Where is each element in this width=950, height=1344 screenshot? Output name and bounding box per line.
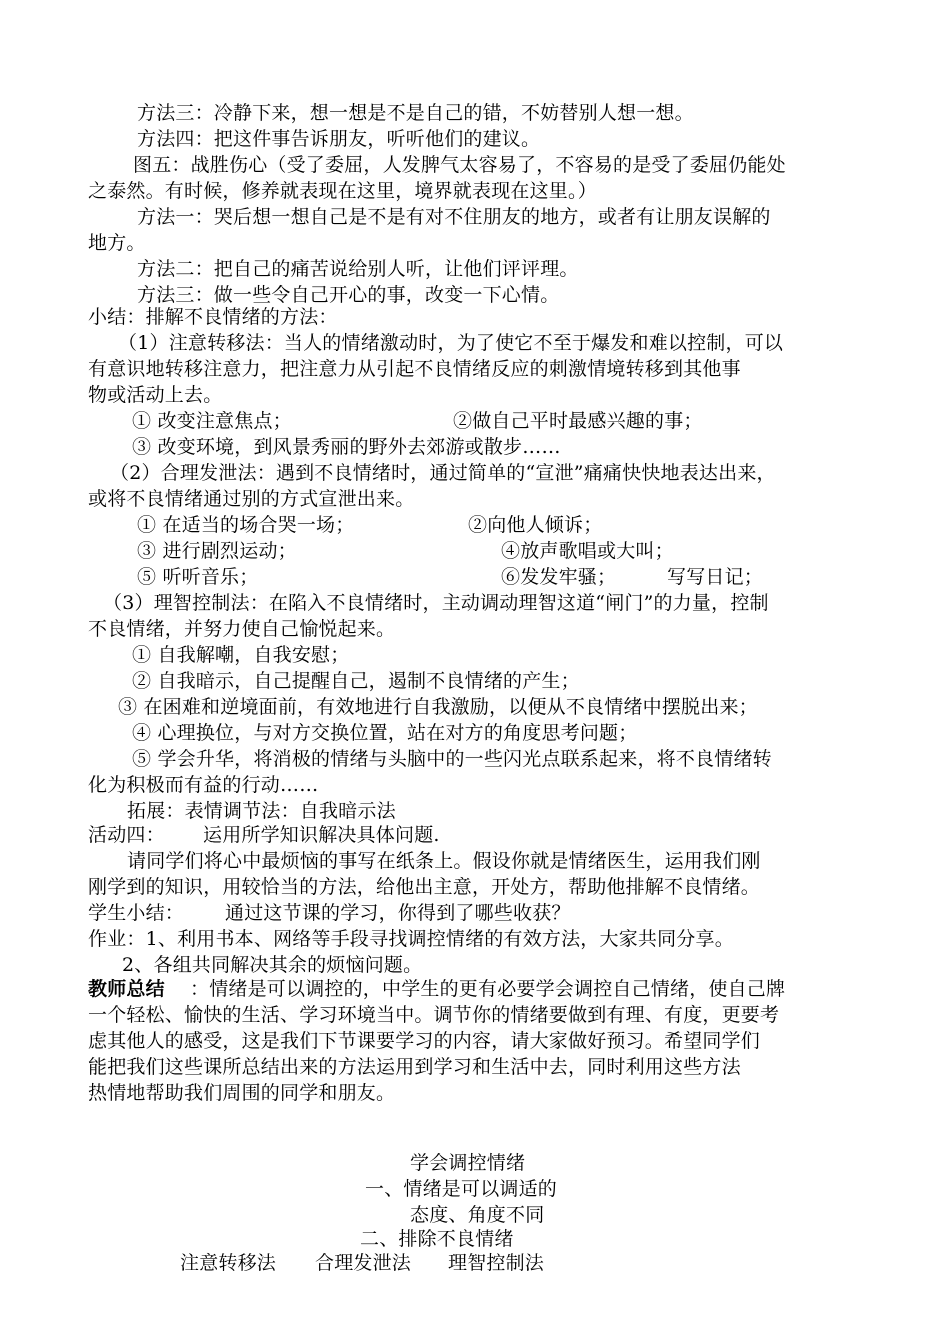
text-line: 之泰然。有时候，修养就表现在这里，境界就表现在这里。）: [88, 180, 597, 202]
text-line: 方法四：把这件事告诉朋友，听听他们的建议。: [137, 128, 541, 150]
text-line: 刚学到的知识，用较恰当的方法，给他出主意，开处方，帮助他排解不良情绪。: [88, 876, 761, 898]
text-line: ②做自己平时最感兴趣的事；: [453, 410, 703, 432]
text-line: 方法一：哭后想一想自己是不是有对不住朋友的地方，或者有让朋友误解的: [137, 206, 771, 228]
text-line: 小结：排解不良情绪的方法：: [88, 306, 338, 328]
board-section-2: 二、排除不良情绪: [360, 1228, 514, 1250]
text-line: 一个轻松、愉快的生活、学习环境当中。调节你的情绪要做到有理、有度，更要考: [88, 1004, 780, 1026]
text-line: ① 自我解嘲，自我安慰；: [132, 644, 350, 666]
text-line: （3）理智控制法：在陷入不良情绪时，主动调动理智这道“闸门”的力量，控制: [103, 592, 769, 614]
board-method: 注意转移法: [180, 1252, 277, 1274]
text-line: 学生小结：: [88, 902, 185, 924]
text-line: ④ 心理换位，与对方交换位置，站在对方的角度思考问题；: [132, 722, 638, 744]
text-line: 方法三：做一些令自己开心的事，改变一下心情。: [137, 284, 560, 306]
text-line: 或将不良情绪通过别的方式宣泄出来。: [88, 488, 415, 510]
text-line: ②向他人倾诉；: [468, 514, 603, 536]
text-line: ② 自我暗示，自己提醒自己，遏制不良情绪的产生；: [132, 670, 580, 692]
text-line: ③ 进行剧烈运动；: [137, 540, 297, 562]
board-sub-1: 态度、角度不同: [410, 1204, 545, 1226]
text-line: 运用所学知识解决具体问题.: [203, 824, 440, 846]
text-line: ④放声歌唱或大叫；: [501, 540, 674, 562]
board-method: 合理发泄法: [315, 1252, 412, 1274]
text-line: ③ 在困难和逆境面前，有效地进行自我激励，以便从不良情绪中摆脱出来；: [118, 696, 758, 718]
text-line: （2）合理发泄法：遇到不良情绪时，通过简单的“宣泄”痛痛快快地表达出来，: [110, 462, 776, 484]
text-line: 热情地帮助我们周围的同学和朋友。: [88, 1082, 396, 1104]
board-section-1: 一、情绪是可以调适的: [365, 1178, 558, 1200]
text-line: 虑其他人的感受，这是我们下节课要学习的内容，请大家做好预习。希望同学们: [88, 1030, 761, 1052]
text-line: 通过这节课的学习，你得到了哪些收获？: [225, 902, 571, 924]
text-line: （1）注意转移法：当人的情绪激动时，为了使它不至于爆发和难以控制，可以: [118, 332, 784, 354]
text-line: ③ 改变环境，到风景秀丽的野外去郊游或散步……: [132, 436, 561, 458]
text-line: ⑥发发牢骚；: [501, 566, 617, 588]
text-line: 地方。: [88, 232, 146, 254]
text-line: 方法三：冷静下来，想一想是不是自己的错，不妨替别人想一想。: [137, 102, 694, 124]
text-line: 有意识地转移注意力，把注意力从引起不良情绪反应的刺激情境转移到其他事: [88, 358, 741, 380]
text-line: 方法二：把自己的痛苦说给别人听，让他们评评理。: [137, 258, 579, 280]
text-line: 活动四：: [88, 824, 165, 846]
text-line: 作业：1、利用书本、网络等手段寻找调控情绪的有效方法，大家共同分享。: [88, 928, 734, 950]
text-line: 图五：战胜伤心（受了委屈，人发脾气太容易了，不容易的是受了委屈仍能处: [133, 154, 786, 176]
text-line: ：情绪是可以调控的，中学生的更有必要学会调控自己情绪，使自己牌: [190, 978, 786, 1000]
text-line: 化为积极而有益的行动……: [88, 774, 319, 796]
board-title: 学会调控情绪: [410, 1152, 526, 1174]
text-line: 不良情绪，并努力使自己愉悦起来。: [88, 618, 396, 640]
text-line: ① 改变注意焦点；: [132, 410, 292, 432]
text-line: 写写日记；: [667, 566, 764, 588]
text-line: ⑤ 听听音乐；: [137, 566, 259, 588]
text-line: 2、各组共同解决其余的烦恼问题。: [122, 954, 423, 976]
text-line: 能把我们这些课所总结出来的方法运用到学习和生活中去，同时利用这些方法: [88, 1056, 741, 1078]
text-line: 请同学们将心中最烦恼的事写在纸条上。假设你就是情绪医生，运用我们刚: [127, 850, 761, 872]
text-line: ① 在适当的场合哭一场；: [137, 514, 355, 536]
text-line: 拓展：表情调节法：自我暗示法: [127, 800, 396, 822]
text-line: 物或活动上去。: [88, 384, 223, 406]
board-method: 理智控制法: [448, 1252, 545, 1274]
text-line: ⑤ 学会升华，将消极的情绪与头脑中的一些闪光点联系起来，将不良情绪转: [132, 748, 772, 770]
teacher-summary-label: 教师总结: [88, 978, 165, 1000]
